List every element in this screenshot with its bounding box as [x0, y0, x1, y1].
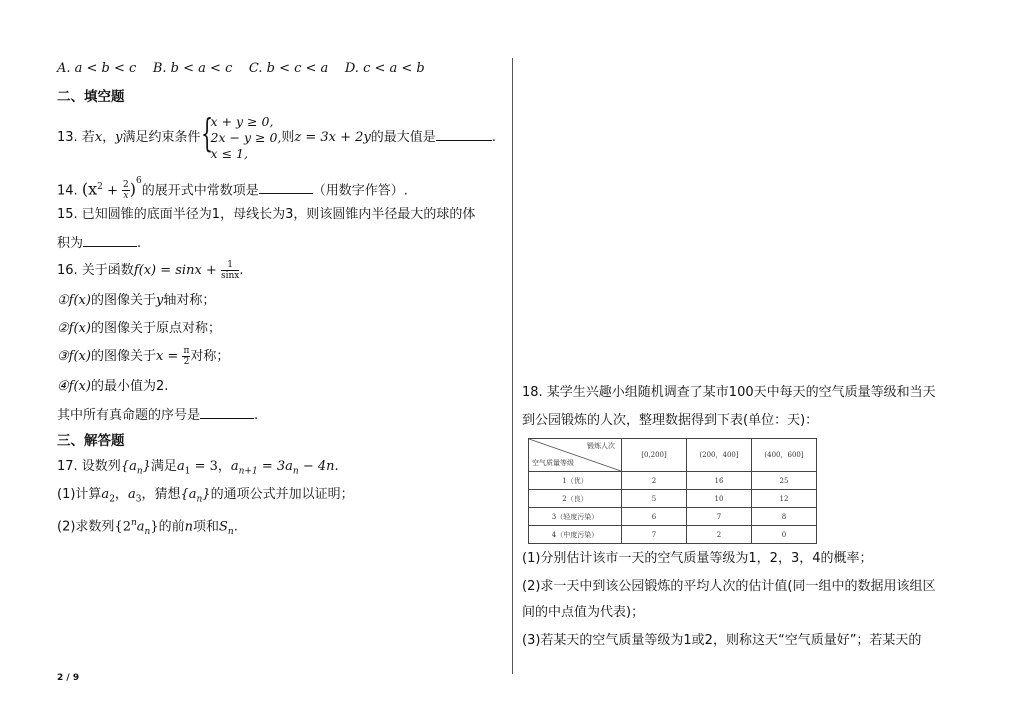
q17-a1-sub: 1: [184, 466, 191, 477]
q13-comma: ，: [102, 130, 116, 145]
q17-rec-sub2: n: [292, 466, 299, 477]
table-cell: 7: [622, 526, 687, 544]
q17-p1-seq: {a: [180, 487, 197, 502]
q14-den: x: [123, 191, 129, 202]
q13-constraint-system: [200, 110, 282, 162]
table-cell: 12: [752, 490, 817, 508]
question-16: [57, 258, 243, 284]
q14-close: ): [129, 179, 136, 199]
q16-end: .: [239, 263, 244, 278]
q18-part-2-line1: (2)求一天中到该公园锻炼的平均人次的估计值(同一组中的数据用该组区: [522, 579, 936, 594]
table-cell: 2: [622, 472, 687, 490]
table-row: [529, 472, 817, 490]
q16-num: 1: [221, 260, 239, 271]
corner-bottom-label: 空气质量等级: [532, 459, 574, 467]
s3-fx: ③f(x): [57, 349, 91, 364]
q17-p2-end: .: [233, 519, 238, 535]
table-cell: 7: [687, 508, 752, 526]
option-b: B. b < a < c: [152, 61, 233, 76]
q15-line1: 15. 已知圆锥的底面半径为1，母线长为3，则该圆锥内半径最大的球的体: [57, 207, 476, 222]
q17-seq: {a: [120, 459, 137, 474]
q14-fraction: [122, 180, 130, 201]
s1-var: y: [155, 293, 164, 308]
q13-answer-blank[interactable]: [436, 128, 492, 141]
q17-p2-sup: n: [130, 518, 137, 528]
q17-rec-rest: − 4n.: [298, 459, 339, 474]
q16-ask-text: 其中所有真命题的序号是: [57, 408, 201, 423]
q17-p2-seq: {2: [114, 519, 131, 535]
s4-text: 的最小值为2.: [90, 379, 169, 394]
q14-answer-blank[interactable]: [259, 181, 313, 194]
q13-x: x: [94, 130, 103, 145]
q13-end: .: [491, 130, 496, 145]
q18-part-1: (1)分别估计该市一天的空气质量等级为1，2，3，4的概率；: [522, 551, 873, 566]
table-corner-cell: [529, 439, 622, 472]
table-row: [529, 490, 817, 508]
q17-p2-close: }: [150, 519, 159, 535]
table-cell: 10: [687, 490, 752, 508]
q17-p1-a3: a: [127, 487, 136, 502]
q17-a1: a: [176, 459, 185, 474]
s1-end: 轴对称；: [163, 293, 216, 308]
q15-line2: [57, 234, 141, 253]
q17-p1-rest: 的通项公式并加以证明；: [210, 487, 354, 502]
s1-fx: ①f(x): [57, 293, 91, 308]
q17-rec-eq: = 3a: [257, 459, 293, 474]
section-solution-title: 三、解答题: [57, 433, 125, 449]
table-cell: 16: [687, 472, 752, 490]
q16-prefix: 16. 关于函数: [57, 263, 134, 278]
q17-seq-sub: n: [136, 466, 143, 477]
q16-statement-4: [57, 378, 168, 396]
q17-p2-prefix: (2)求数列: [57, 519, 115, 535]
q14-sq: 2: [97, 182, 103, 192]
q13-c3: x ≤ 1,: [210, 145, 248, 161]
q17-prefix: 17. 设数列: [57, 459, 121, 474]
q13-expr: z = 3x + 2y: [294, 130, 371, 145]
row-label: 1（优）: [529, 472, 622, 490]
q17-p2-a-sub: n: [144, 526, 151, 537]
q16-answer-blank[interactable]: [200, 406, 254, 419]
table-header: (400，600]: [752, 439, 817, 472]
table-cell: 6: [622, 508, 687, 526]
q17-a1-val: = 3，: [190, 459, 231, 474]
row-label: 4（中度污染）: [529, 526, 622, 544]
q13-y: y: [115, 130, 123, 145]
q17-p1-sep: ，: [114, 487, 128, 502]
table-cell: 8: [752, 508, 817, 526]
s3-num: π: [183, 346, 190, 356]
q17-p1-a3-sub: 3: [135, 494, 142, 505]
q14-suffix: 的展开式中常数项是: [141, 183, 259, 199]
q17-p1-seq-close: }: [202, 487, 211, 502]
table-cell: 0: [752, 526, 817, 544]
q17-p2-s-sub: n: [227, 526, 234, 537]
question-17: [57, 458, 339, 481]
q17-p1-a2-sub: 2: [109, 494, 115, 505]
q16-statement-2: [57, 320, 221, 338]
option-c: C. b < c < a: [248, 61, 329, 76]
table-header: (200，400]: [687, 439, 752, 472]
s1-text: 的图像关于: [90, 293, 156, 308]
s3-expr: x =: [155, 349, 183, 364]
q14-power: 6: [135, 176, 142, 186]
q17-p2-s: S: [219, 519, 228, 535]
q13-mid: 满足约束条件: [122, 130, 201, 145]
column-divider: [512, 58, 513, 674]
q13-c2: 2x − y ≥ 0,: [210, 129, 282, 145]
table-row: [529, 508, 817, 526]
q17-rec-sub: n+1: [238, 466, 258, 477]
q16-statement-1: [57, 292, 215, 310]
q13-suffix: 的最大值是: [370, 130, 436, 145]
q12-options: [57, 60, 425, 78]
q14-note: （用数字作答）.: [312, 183, 408, 199]
q15-line2-prefix: 积为: [57, 236, 84, 251]
q17-part-2: [57, 514, 238, 541]
q16-fraction: [221, 260, 239, 281]
q16-statement-3: [57, 344, 229, 370]
q17-p2-n: n: [184, 519, 193, 535]
q18-part-2-line2: 间的中点值为代表)；: [522, 605, 645, 620]
s3-text: 的图像关于: [90, 349, 156, 364]
question-13: [57, 112, 496, 164]
row-label: 2（良）: [529, 490, 622, 508]
q17-rec-a: a: [230, 459, 239, 474]
q17-p1-seq-sub: n: [196, 494, 203, 505]
s2-fx: ②f(x): [57, 321, 91, 336]
table-header-row: [529, 439, 817, 472]
s2-text: 的图像关于原点对称；: [90, 321, 221, 336]
q17-p1-a2: a: [101, 487, 110, 502]
table-row: [529, 526, 817, 544]
q14-num: 2: [123, 180, 129, 191]
s4-fx: ④f(x): [57, 379, 91, 394]
s3-end: 对称；: [190, 349, 230, 364]
q16-den: sinx: [220, 271, 240, 281]
table-cell: 25: [752, 472, 817, 490]
option-d: D. c < a < b: [344, 61, 425, 76]
q17-p2-mid: 的前: [158, 519, 185, 535]
page-number: 2 / 9: [57, 673, 80, 683]
q15-answer-blank[interactable]: [83, 234, 137, 247]
q17-mid: 满足: [150, 459, 177, 474]
brace-icon: {: [200, 110, 213, 155]
q17-seq-close: }: [142, 459, 151, 474]
q13-c1: x + y ≥ 0,: [210, 113, 274, 129]
q17-p2-rest: 项和: [193, 519, 220, 535]
q18-line1: 18. 某学生兴趣小组随机调查了某市100天中每天的空气质量等级和当天: [522, 385, 936, 400]
q18-data-table: [528, 438, 817, 544]
q16-expr: f(x) = sinx +: [133, 263, 221, 278]
q13-prefix: 13. 若: [57, 130, 95, 145]
section-fill-blank-title: 二、填空题: [57, 89, 125, 105]
q18-line2: 到公园锻炼的人次，整理数据得到下表(单位：天)：: [522, 413, 819, 428]
q18-part-3: (3)若某天的空气质量等级为1或2，则称这天“空气质量好”；若某天的: [522, 633, 922, 648]
question-14: [57, 172, 408, 202]
q15-end: .: [137, 236, 142, 251]
q16-ask: [57, 406, 258, 425]
q14-plus: +: [102, 183, 122, 199]
q16-ask-end: .: [254, 408, 259, 423]
s3-den: 2: [183, 357, 190, 367]
q14-base: (x: [81, 179, 98, 199]
option-a: A. a < b < c: [57, 61, 137, 76]
row-label: 3（轻度污染）: [529, 508, 622, 526]
q17-p1-mid: ，猜想: [141, 487, 181, 502]
q13-then: 则: [281, 130, 295, 145]
table-cell: 2: [687, 526, 752, 544]
q17-p1-prefix: (1)计算: [57, 487, 102, 502]
q17-p2-a: a: [136, 519, 145, 535]
table-cell: 5: [622, 490, 687, 508]
table-header: [0,200]: [622, 439, 687, 472]
q14-prefix: 14.: [57, 183, 78, 199]
q17-part-1: [57, 486, 354, 509]
corner-top-label: 锻炼人次: [587, 442, 615, 450]
